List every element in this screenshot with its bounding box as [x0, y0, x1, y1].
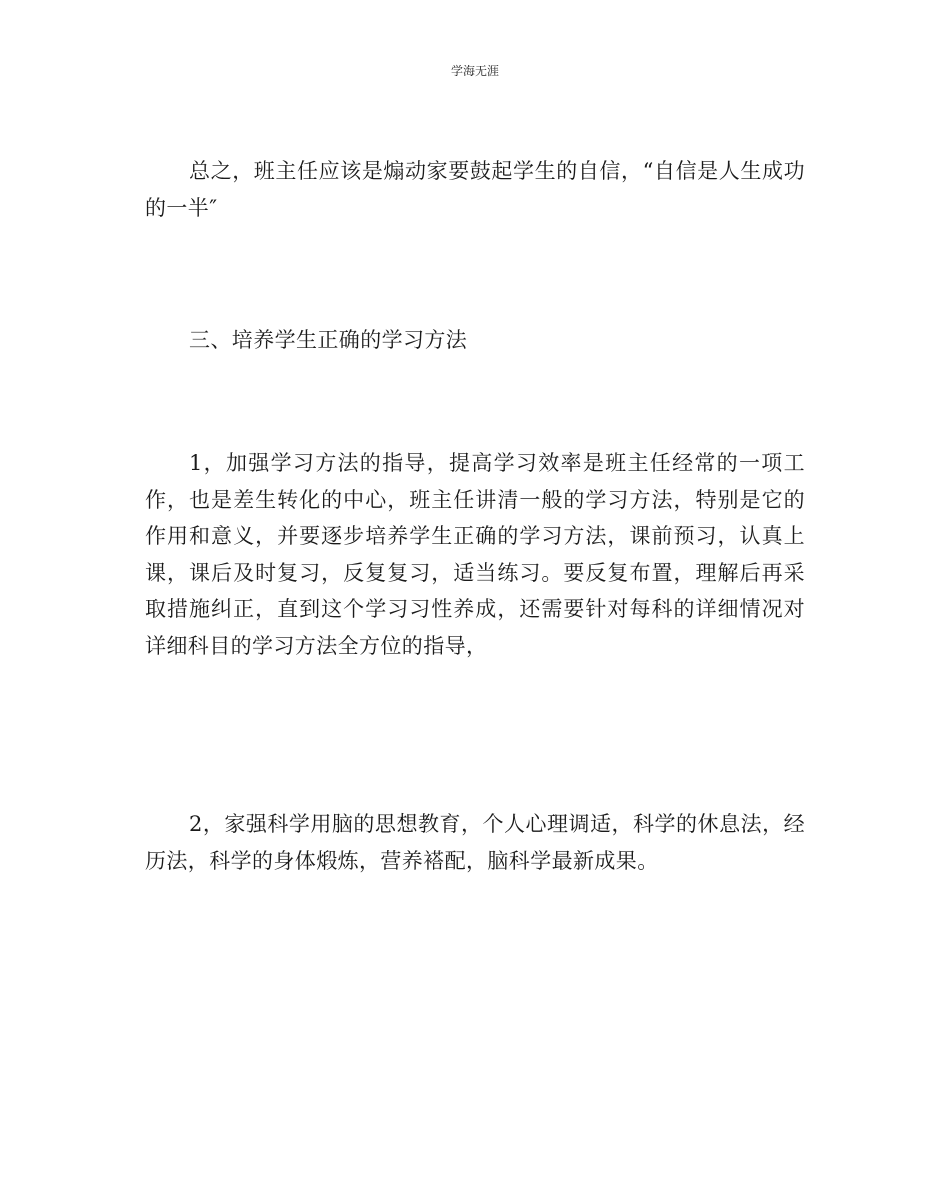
page-header-title: 学海无涯 — [450, 64, 499, 78]
paragraph-item-2: 2，家强科学用脑的思想教育，个人心理调适，科学的休息法，经历法，科学的身体煅炼，营养褡配，脑科学最新成果。 — [145, 812, 805, 873]
section-heading: 三、培养学生正确的学习方法 — [189, 328, 468, 352]
paragraph-summary: 总之，班主任应该是煽动家要鼓起学生的自信，“自信是人生成功的一半″ — [145, 159, 805, 220]
paragraph-item-1: 1，加强学习方法的指导，提高学习效率是班主任经常的一项工作，也是差生转化的中心，班主任讲清一般的学习方法，特别是它的作用和意义，并要逐步培养学生正确的学习方法，课前预习，认真上课，课后及时复习，反复复习，适当练习。要反复布置，理解后再采取措施纠正，直到这个学习习性养成，还需要针对每科的详细情况对详细科目的学习方法全方位的指导， — [145, 451, 805, 658]
